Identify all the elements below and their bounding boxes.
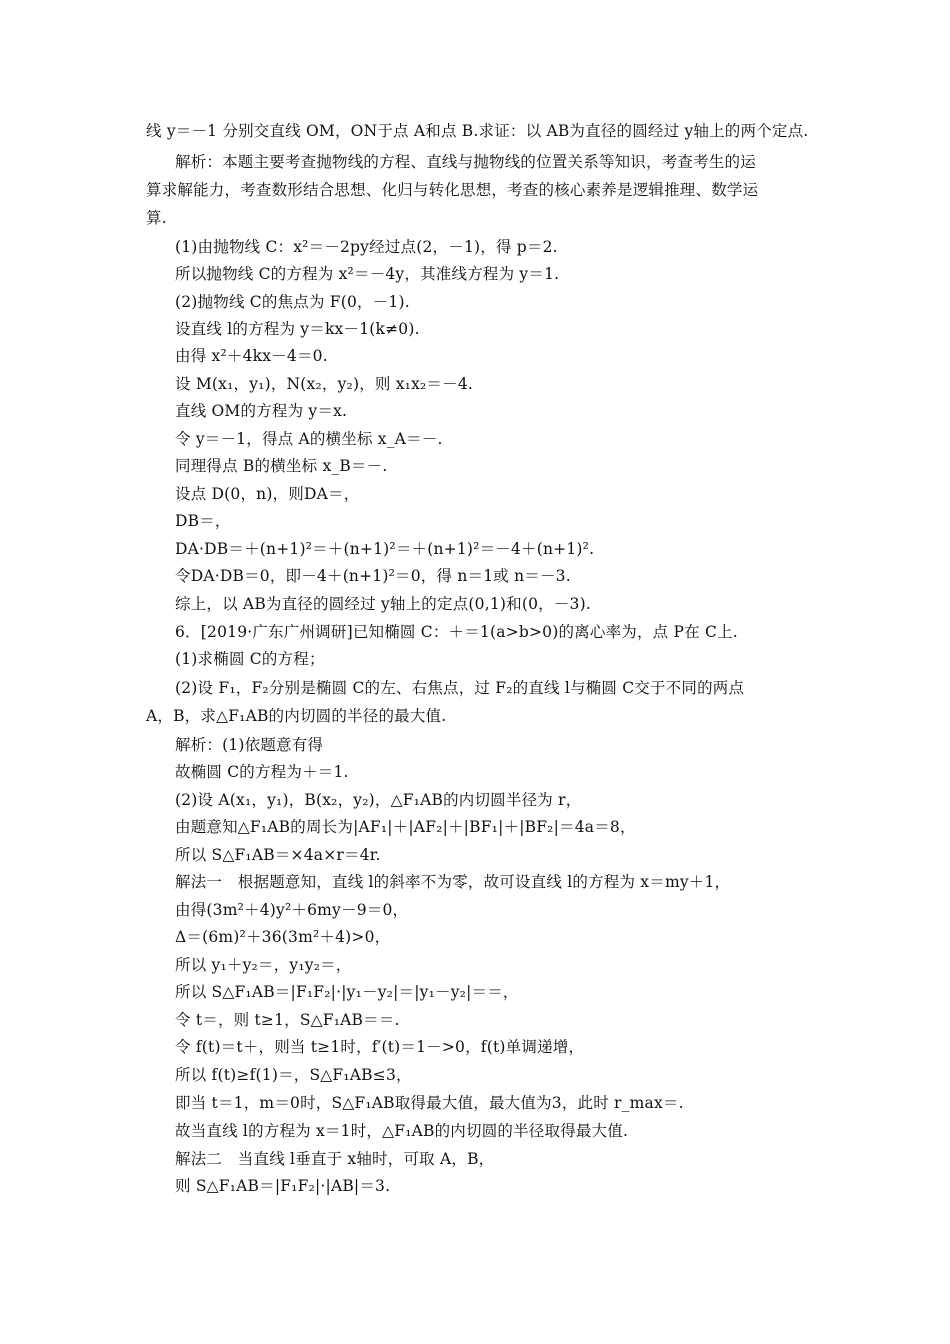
text-line: 算. [146,209,167,227]
text-line: 则 S△F₁AB＝|F₁F₂|·|AB|＝3. [175,1177,391,1195]
text-line: (1)由抛物线 C：x²＝－2py经过点(2，－1)，得 p＝2. [175,238,558,256]
text-line: 令 y＝－1，得点 A的横坐标 x_A＝－. [175,430,443,448]
text-line: 即当 t＝1，m＝0时，S△F₁AB取得最大值，最大值为3，此时 r_max＝. [175,1094,684,1112]
text-line: 解法二 当直线 l垂直于 x轴时，可取 A，B， [175,1150,495,1168]
text-line: 所以抛物线 C的方程为 x²＝－4y，其准线方程为 y＝1. [175,265,560,283]
text-line: 令DA·DB＝0，即－4＋(n+1)²＝0，得 n＝1或 n＝－3. [175,567,571,585]
text-line: 由得(3m²＋4)y²＋6my－9＝0， [175,901,409,919]
text-line: 同理得点 B的横坐标 x_B＝－. [175,457,388,475]
text-line: 设点 D(0，n)，则DA＝， [175,485,360,503]
text-line: 解法一 根据题意知，直线 l的斜率不为零，故可设直线 l的方程为 x＝my＋1， [175,873,731,891]
text-line: 线 y＝－1 分别交直线 OM，ON于点 A和点 B.求证：以 AB为直径的圆经过 y轴上的两个定点. [146,122,809,140]
text-line: 由得 x²＋4kx－4＝0. [175,347,328,365]
text-line: 故椭圆 C的方程为＋＝1. [175,763,349,781]
text-line: 直线 OM的方程为 y＝x. [175,402,348,420]
text-line: 解析：本题主要考查抛物线的方程、直线与抛物线的位置关系等知识，考查考生的运 [175,153,756,171]
text-line: A，B，求△F₁AB的内切圆的半径的最大值. [146,707,447,725]
text-line: 设直线 l的方程为 y＝kx－1(k≠0). [175,320,420,338]
text-line: Δ＝(6m)²＋36(3m²＋4)>0， [175,928,391,946]
text-line: 所以 S△F₁AB＝|F₁F₂|·|y₁－y₂|＝|y₁－y₂|＝＝， [175,983,519,1001]
text-line: DB＝， [175,512,231,530]
text-line: 综上，以 AB为直径的圆经过 y轴上的定点(0,1)和(0，－3). [175,595,591,613]
text-line: 所以 y₁＋y₂＝，y₁y₂＝， [175,956,352,974]
text-line: 所以 f(t)≥f(1)＝，S△F₁AB≤3， [175,1066,412,1084]
text-line: 由题意知△F₁AB的周长为|AF₁|＋|AF₂|＋|BF₁|＋|BF₂|＝4a＝8， [175,818,636,836]
text-line: 设 M(x₁，y₁)，N(x₂，y₂)，则 x₁x₂＝－4. [175,375,474,393]
text-line: 6．[2019·广东广州调研]已知椭圆 C：＋＝1(a>b>0)的离心率为，点 P在 C上. [175,623,738,641]
text-line: (2)抛物线 C的焦点为 F(0，－1). [175,293,410,311]
text-line: 令 t＝，则 t≥1，S△F₁AB＝＝. [175,1011,400,1029]
text-line: 故当直线 l的方程为 x＝1时，△F₁AB的内切圆的半径取得最大值. [175,1122,629,1140]
text-line: 所以 S△F₁AB＝×4a×r＝4r. [175,846,381,864]
text-line: (1)求椭圆 C的方程； [175,650,325,668]
text-line: 令 f(t)＝t＋，则当 t≥1时，f′(t)＝1－>0，f(t)单调递增， [175,1038,585,1056]
text-line: DA·DB＝＋(n+1)²＝＋(n+1)²＝＋(n+1)²＝－4＋(n+1)². [175,540,595,558]
text-line: 算求解能力，考查数形结合思想、化归与转化思想，考查的核心素养是逻辑推理、数学运 [146,181,759,199]
text-line: (2)设 F₁，F₂分别是椭圆 C的左、右焦点，过 F₂的直线 l与椭圆 C交于不同的两点 [175,679,745,697]
text-line: (2)设 A(x₁，y₁)，B(x₂，y₂)，△F₁AB的内切圆半径为 r， [175,791,582,809]
text-line: 解析：(1)依题意有得 [175,736,324,754]
